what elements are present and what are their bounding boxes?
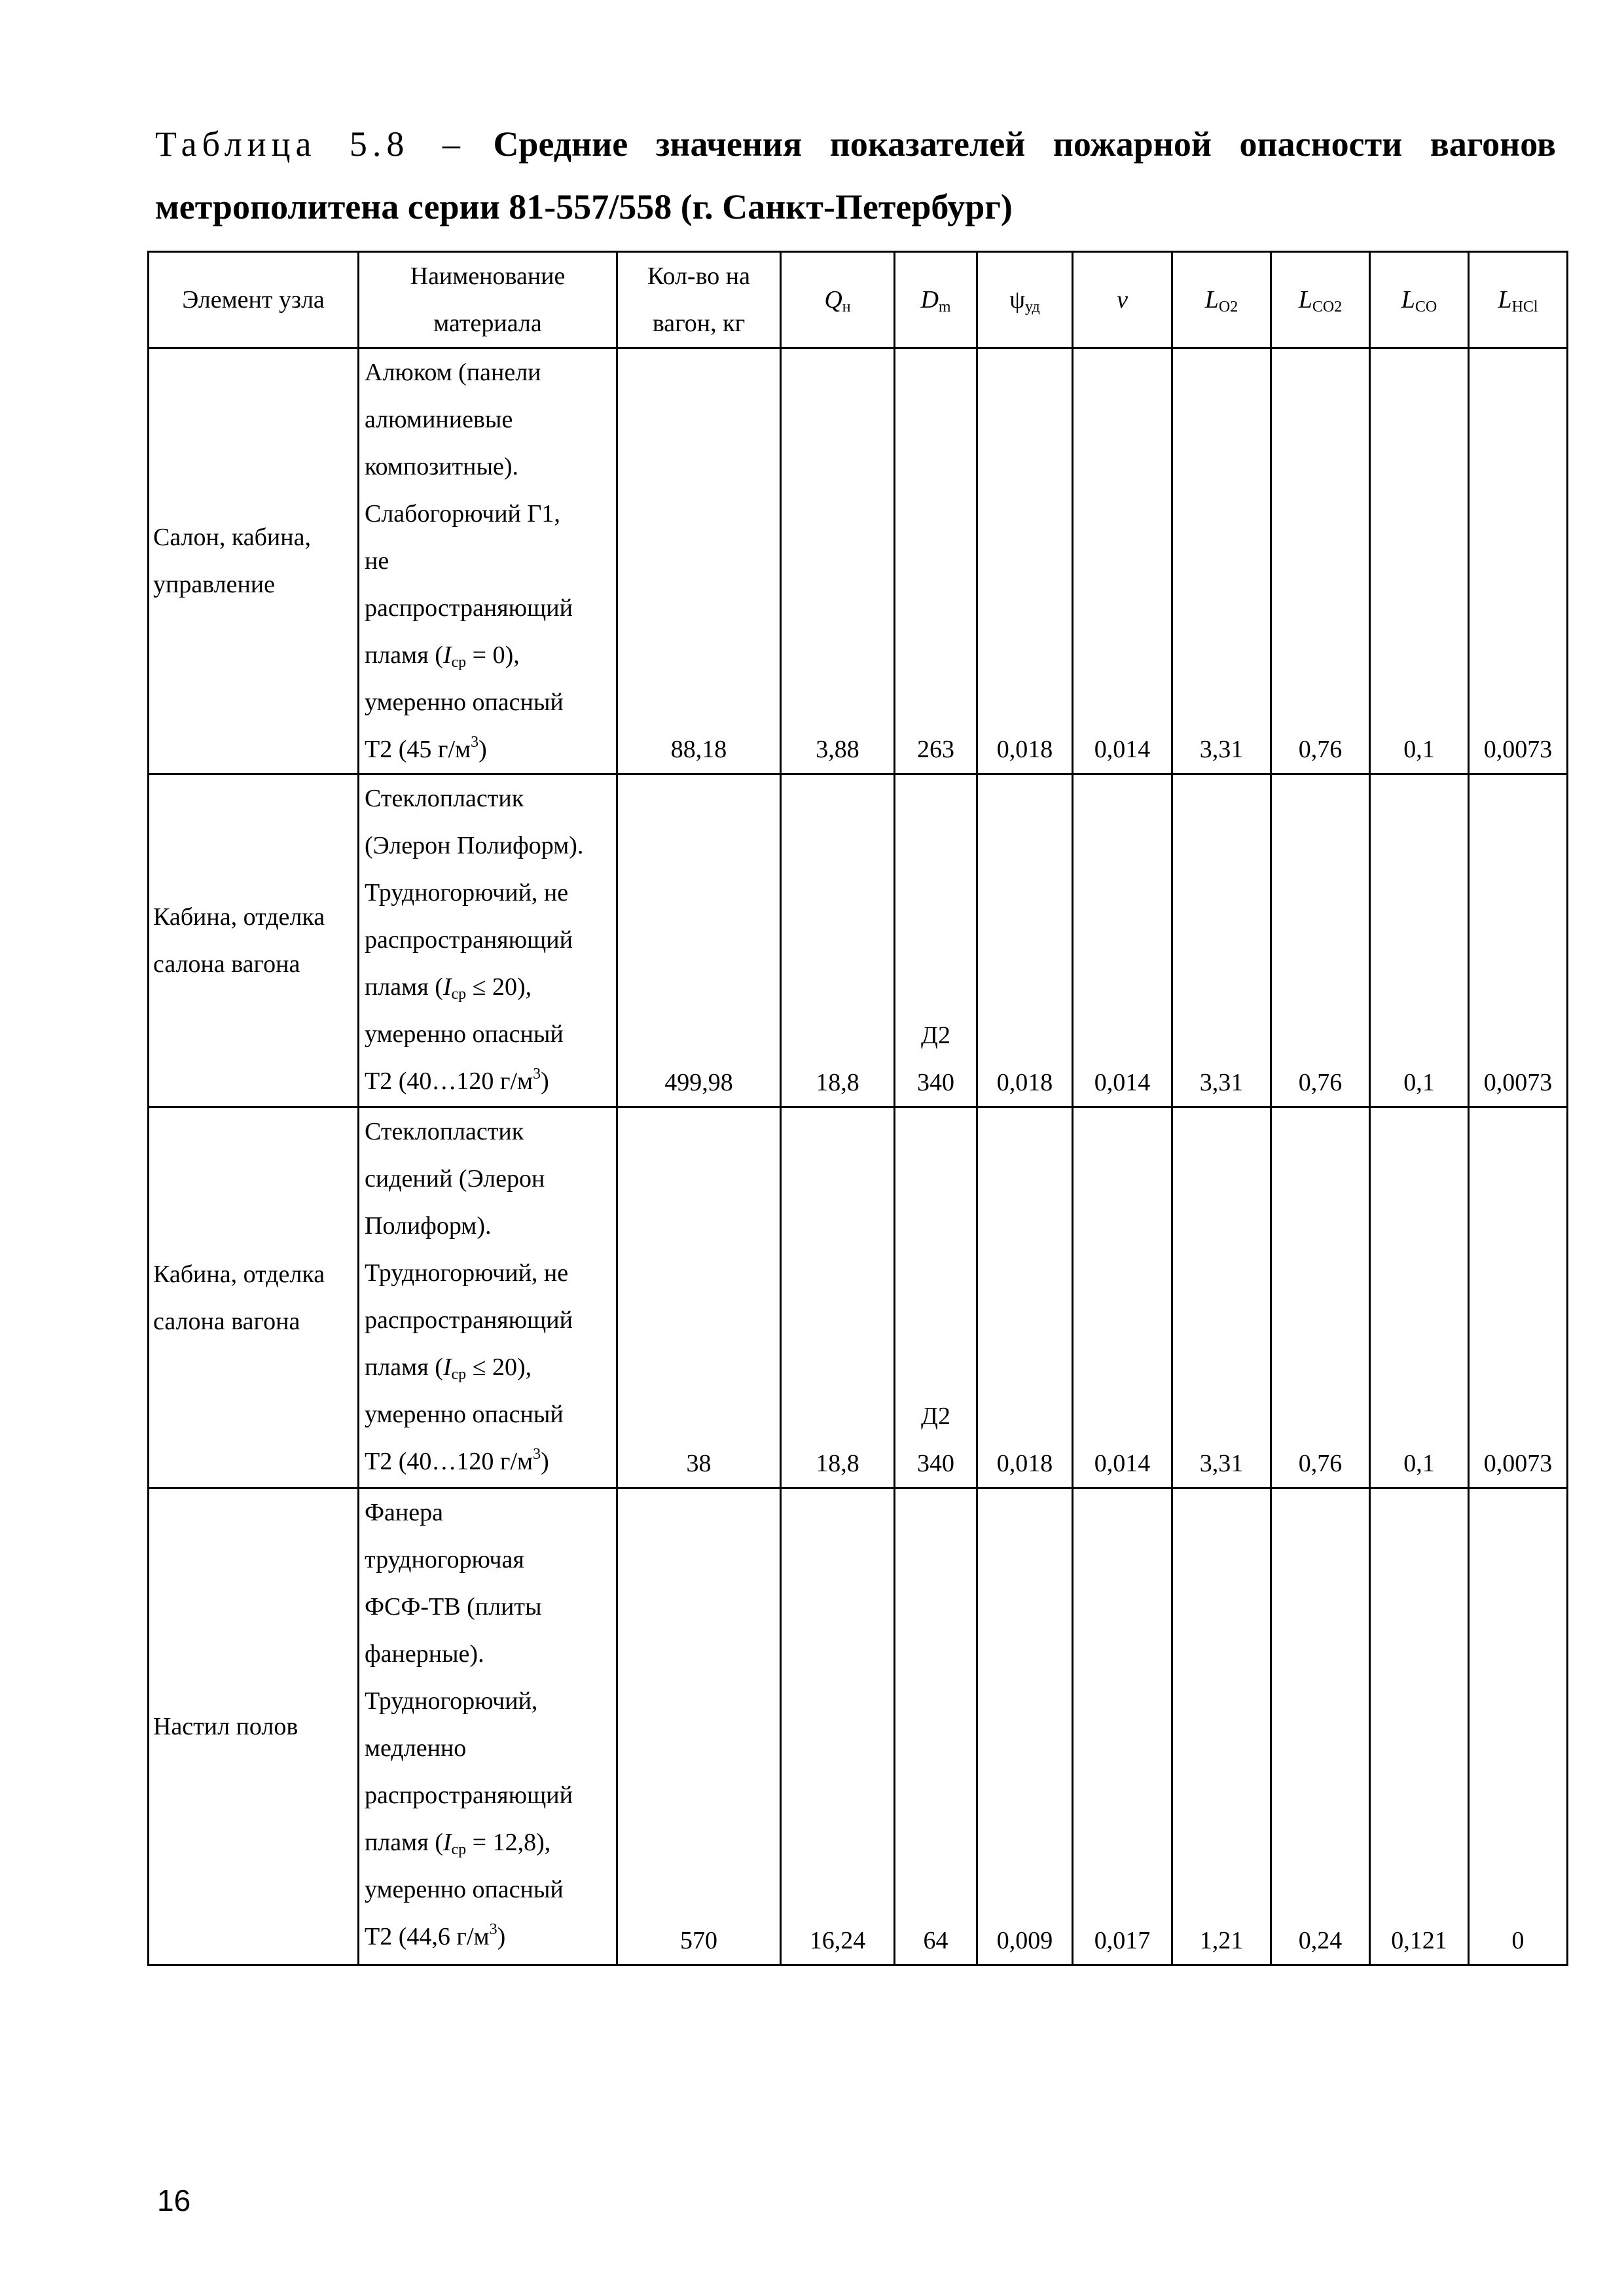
material-line bbox=[365, 349, 612, 396]
material-text: Т2 (40…120 г/м bbox=[365, 1067, 533, 1095]
column-header bbox=[1370, 252, 1469, 348]
material-text: сидений (Элерон bbox=[365, 1165, 545, 1193]
value-text: 0,0073 bbox=[1483, 736, 1553, 763]
material-text: ≤ 20), bbox=[466, 973, 532, 1001]
material-text: Трудногорючий, bbox=[365, 1687, 538, 1715]
value-text: 0 bbox=[1511, 1927, 1525, 1954]
material-text: Полиформ). bbox=[365, 1212, 492, 1240]
element-line: управление bbox=[153, 571, 276, 598]
material-text: Трудногорючий, не bbox=[365, 1259, 569, 1287]
material-line bbox=[365, 443, 612, 490]
value-text: 340 bbox=[917, 1069, 954, 1096]
value-cell bbox=[781, 774, 895, 1107]
column-header bbox=[895, 252, 977, 348]
material-text: Т2 (45 г/м bbox=[365, 736, 471, 763]
value-cell bbox=[1370, 1488, 1469, 1965]
material-text: I bbox=[442, 1829, 452, 1856]
column-header bbox=[977, 252, 1073, 348]
material-line bbox=[365, 632, 612, 679]
header-subscript: m bbox=[938, 298, 951, 315]
value-text: 3,88 bbox=[816, 736, 859, 763]
material-line bbox=[365, 822, 612, 869]
header-symbol: D bbox=[920, 286, 939, 314]
material-line bbox=[365, 1583, 612, 1630]
material-cell bbox=[359, 348, 617, 774]
value-cell bbox=[1271, 774, 1370, 1107]
material-text: композитные). bbox=[365, 453, 519, 480]
value-cell bbox=[1469, 774, 1568, 1107]
material-line bbox=[365, 1913, 612, 1960]
value-cell bbox=[1073, 1488, 1172, 1965]
material-text: = 0), bbox=[466, 641, 520, 669]
element-cell bbox=[149, 1107, 359, 1488]
caption-text: Средние значения показателей пожарной опасности вагонов метрополитена серии 81-557/558 (г. Санкт-Петербург) bbox=[155, 124, 1557, 226]
material-line bbox=[365, 1438, 612, 1485]
table-header-row bbox=[149, 252, 1568, 348]
material-text: ) bbox=[497, 1923, 506, 1950]
material-line bbox=[365, 1772, 612, 1819]
value-text: 18,8 bbox=[816, 1069, 859, 1096]
material-line bbox=[365, 1866, 612, 1913]
material-text: Стеклопластик bbox=[365, 785, 524, 812]
material-line bbox=[365, 1819, 612, 1866]
material-text: (Элерон Полиформ). bbox=[365, 832, 584, 859]
header-text: Элемент узла bbox=[182, 286, 325, 314]
value-cell bbox=[1271, 1488, 1370, 1965]
value-text: 0,014 bbox=[1094, 1450, 1151, 1477]
material-line bbox=[365, 1249, 612, 1297]
value-text: 0,24 bbox=[1298, 1927, 1343, 1954]
material-cell bbox=[359, 1488, 617, 1965]
value-cell bbox=[1469, 1488, 1568, 1965]
material-line bbox=[365, 916, 612, 963]
material-text: умеренно опасный bbox=[365, 1020, 564, 1048]
material-line bbox=[365, 490, 612, 537]
value-cell bbox=[1073, 348, 1172, 774]
value-cell bbox=[617, 1107, 781, 1488]
material-line bbox=[365, 1011, 612, 1058]
value-cell bbox=[977, 774, 1073, 1107]
value-text: 0,014 bbox=[1094, 1069, 1151, 1096]
material-text: фанерные). bbox=[365, 1640, 484, 1668]
value-cell bbox=[895, 1488, 977, 1965]
value-text: 0,0073 bbox=[1483, 1069, 1553, 1096]
value-cell bbox=[895, 348, 977, 774]
value-cell bbox=[977, 1107, 1073, 1488]
material-text: 3 bbox=[471, 734, 479, 751]
value-text: 0,017 bbox=[1094, 1927, 1151, 1954]
value-cell bbox=[1271, 1107, 1370, 1488]
value-cell bbox=[1172, 1107, 1271, 1488]
value-text: 0,018 bbox=[996, 1069, 1053, 1096]
value-text: Д2 bbox=[921, 1403, 950, 1430]
material-text: I bbox=[442, 641, 452, 669]
value-text: 64 bbox=[923, 1927, 948, 1954]
value-text: 1,21 bbox=[1199, 1927, 1244, 1954]
header-symbol: v bbox=[1117, 286, 1128, 314]
material-line bbox=[365, 396, 612, 443]
material-line bbox=[365, 1202, 612, 1249]
material-text: 3 bbox=[489, 1921, 497, 1938]
value-text: 3,31 bbox=[1199, 736, 1244, 763]
page-number: 16 bbox=[157, 2183, 191, 2217]
material-text: 3 bbox=[533, 1446, 541, 1463]
header-subscript: н bbox=[842, 298, 851, 315]
element-line: Салон, кабина, bbox=[153, 524, 311, 551]
material-line bbox=[365, 1108, 612, 1155]
value-cell bbox=[781, 1488, 895, 1965]
header-symbol: L bbox=[1204, 286, 1219, 314]
value-cell bbox=[1172, 774, 1271, 1107]
value-cell bbox=[781, 348, 895, 774]
material-line bbox=[365, 584, 612, 632]
value-text: 499,98 bbox=[664, 1069, 733, 1096]
table-row bbox=[149, 1107, 1568, 1488]
value-text: 0,76 bbox=[1298, 1450, 1343, 1477]
value-cell bbox=[617, 774, 781, 1107]
element-cell bbox=[149, 1488, 359, 1965]
value-text: 18,8 bbox=[816, 1450, 859, 1477]
material-text: ср bbox=[451, 1841, 467, 1858]
value-cell bbox=[1073, 1107, 1172, 1488]
header-symbol: ψ bbox=[1009, 286, 1026, 314]
material-text: ср bbox=[451, 986, 467, 1003]
value-cell bbox=[1172, 348, 1271, 774]
value-text: 0,018 bbox=[996, 1450, 1053, 1477]
material-text: Т2 (44,6 г/м bbox=[365, 1923, 490, 1950]
material-text: I bbox=[442, 1354, 452, 1381]
material-line bbox=[365, 1536, 612, 1583]
material-line bbox=[365, 1058, 612, 1105]
value-text: 340 bbox=[917, 1450, 954, 1477]
material-text: ) bbox=[478, 736, 487, 763]
material-cell bbox=[359, 1107, 617, 1488]
material-text: ср bbox=[451, 1366, 467, 1383]
material-line bbox=[365, 1297, 612, 1344]
material-text: 3 bbox=[533, 1066, 541, 1083]
header-symbol: L bbox=[1498, 286, 1512, 314]
value-cell bbox=[977, 348, 1073, 774]
element-line: салона вагона bbox=[153, 950, 300, 978]
element-cell bbox=[149, 348, 359, 774]
header-subscript: уд bbox=[1025, 298, 1040, 315]
value-text: 0,1 bbox=[1403, 1450, 1435, 1477]
value-text: 38 bbox=[686, 1450, 712, 1477]
material-text: I bbox=[442, 973, 452, 1001]
material-text: ФСФ-ТВ (плиты bbox=[365, 1593, 542, 1621]
column-header bbox=[781, 252, 895, 348]
material-text: трудногорючая bbox=[365, 1546, 524, 1573]
table-caption bbox=[155, 113, 1556, 238]
material-text: = 12,8), bbox=[466, 1829, 551, 1856]
value-text: 0,009 bbox=[996, 1927, 1053, 1954]
material-cell bbox=[359, 774, 617, 1107]
value-cell bbox=[1469, 348, 1568, 774]
material-line bbox=[365, 1725, 612, 1772]
value-cell bbox=[1370, 774, 1469, 1107]
header-text: Наименование материала bbox=[410, 262, 566, 337]
value-text: 0,76 bbox=[1298, 1069, 1343, 1096]
material-text: умеренно опасный bbox=[365, 689, 564, 716]
material-line bbox=[365, 726, 612, 773]
value-text: 0,0073 bbox=[1483, 1450, 1553, 1477]
material-text: ср bbox=[451, 654, 467, 671]
element-line: Кабина, отделка bbox=[153, 903, 325, 931]
column-header bbox=[1271, 252, 1370, 348]
value-text: Д2 bbox=[921, 1022, 950, 1049]
material-line bbox=[365, 869, 612, 916]
material-text: пламя ( bbox=[365, 1829, 443, 1856]
material-line bbox=[365, 1677, 612, 1725]
value-text: 0,1 bbox=[1403, 1069, 1435, 1096]
value-cell bbox=[895, 774, 977, 1107]
fire-hazard-table bbox=[147, 251, 1568, 1966]
value-text: 263 bbox=[917, 736, 954, 763]
element-cell bbox=[149, 774, 359, 1107]
material-text: медленно bbox=[365, 1734, 467, 1762]
material-text: умеренно опасный bbox=[365, 1401, 564, 1428]
value-cell bbox=[1172, 1488, 1271, 1965]
material-line bbox=[365, 963, 612, 1011]
value-cell bbox=[617, 1488, 781, 1965]
value-text: 0,121 bbox=[1391, 1927, 1447, 1954]
material-line bbox=[365, 1489, 612, 1536]
element-line: Кабина, отделка bbox=[153, 1260, 325, 1288]
table-row bbox=[149, 774, 1568, 1107]
material-text: пламя ( bbox=[365, 1354, 443, 1381]
material-line bbox=[365, 537, 612, 584]
header-symbol: L bbox=[1401, 286, 1415, 314]
value-text: 3,31 bbox=[1199, 1069, 1244, 1096]
material-text: пламя ( bbox=[365, 973, 443, 1001]
material-text: распространяющий bbox=[365, 926, 573, 954]
column-header bbox=[1073, 252, 1172, 348]
element-line: салона вагона bbox=[153, 1307, 300, 1335]
material-text: алюминиевые bbox=[365, 406, 513, 433]
material-line bbox=[365, 1630, 612, 1677]
header-subscript: O2 bbox=[1218, 298, 1238, 315]
value-text: 0,014 bbox=[1094, 736, 1151, 763]
element-line: Настил полов bbox=[153, 1713, 298, 1740]
header-text: Кол-во на вагон, кг bbox=[647, 262, 750, 337]
value-cell bbox=[1073, 774, 1172, 1107]
value-text: 570 bbox=[680, 1927, 717, 1954]
material-text: ) bbox=[541, 1067, 549, 1095]
material-line bbox=[365, 1391, 612, 1438]
material-text: ≤ 20), bbox=[466, 1354, 532, 1381]
value-cell bbox=[977, 1488, 1073, 1965]
value-cell bbox=[781, 1107, 895, 1488]
header-subscript: HCl bbox=[1511, 298, 1538, 315]
value-text: 3,31 bbox=[1199, 1450, 1244, 1477]
material-text: не bbox=[365, 547, 389, 575]
material-text: Алюком (панели bbox=[365, 359, 541, 386]
header-symbol: Q bbox=[824, 286, 842, 314]
material-text: распространяющий bbox=[365, 1306, 573, 1334]
material-text: Стеклопластик bbox=[365, 1118, 524, 1145]
material-text: Фанера bbox=[365, 1499, 443, 1526]
material-line bbox=[365, 679, 612, 726]
material-text: умеренно опасный bbox=[365, 1876, 564, 1903]
value-cell bbox=[1370, 1107, 1469, 1488]
value-cell bbox=[617, 348, 781, 774]
material-text: распространяющий bbox=[365, 594, 573, 622]
material-text: ) bbox=[541, 1448, 549, 1475]
column-header bbox=[149, 252, 359, 348]
value-cell bbox=[1271, 348, 1370, 774]
value-text: 88,18 bbox=[670, 736, 727, 763]
table-row bbox=[149, 1488, 1568, 1965]
material-text: пламя ( bbox=[365, 641, 443, 669]
material-line bbox=[365, 775, 612, 822]
column-header bbox=[1172, 252, 1271, 348]
caption-label: Таблица 5.8 – bbox=[155, 124, 465, 164]
material-text: Т2 (40…120 г/м bbox=[365, 1448, 533, 1475]
value-text: 16,24 bbox=[809, 1927, 866, 1954]
value-cell bbox=[895, 1107, 977, 1488]
value-text: 0,76 bbox=[1298, 736, 1343, 763]
value-cell bbox=[1469, 1107, 1568, 1488]
header-symbol: L bbox=[1298, 286, 1312, 314]
value-text: 0,018 bbox=[996, 736, 1053, 763]
value-text: 0,1 bbox=[1403, 736, 1435, 763]
material-text: Слабогорючий Г1, bbox=[365, 500, 560, 528]
column-header bbox=[1469, 252, 1568, 348]
column-header bbox=[617, 252, 781, 348]
material-text: Трудногорючий, не bbox=[365, 879, 569, 906]
header-subscript: CO bbox=[1415, 298, 1437, 315]
header-subscript: CO2 bbox=[1312, 298, 1343, 315]
column-header bbox=[359, 252, 617, 348]
value-cell bbox=[1370, 348, 1469, 774]
table-row bbox=[149, 348, 1568, 774]
material-line bbox=[365, 1344, 612, 1391]
material-line bbox=[365, 1155, 612, 1202]
material-text: распространяющий bbox=[365, 1782, 573, 1809]
